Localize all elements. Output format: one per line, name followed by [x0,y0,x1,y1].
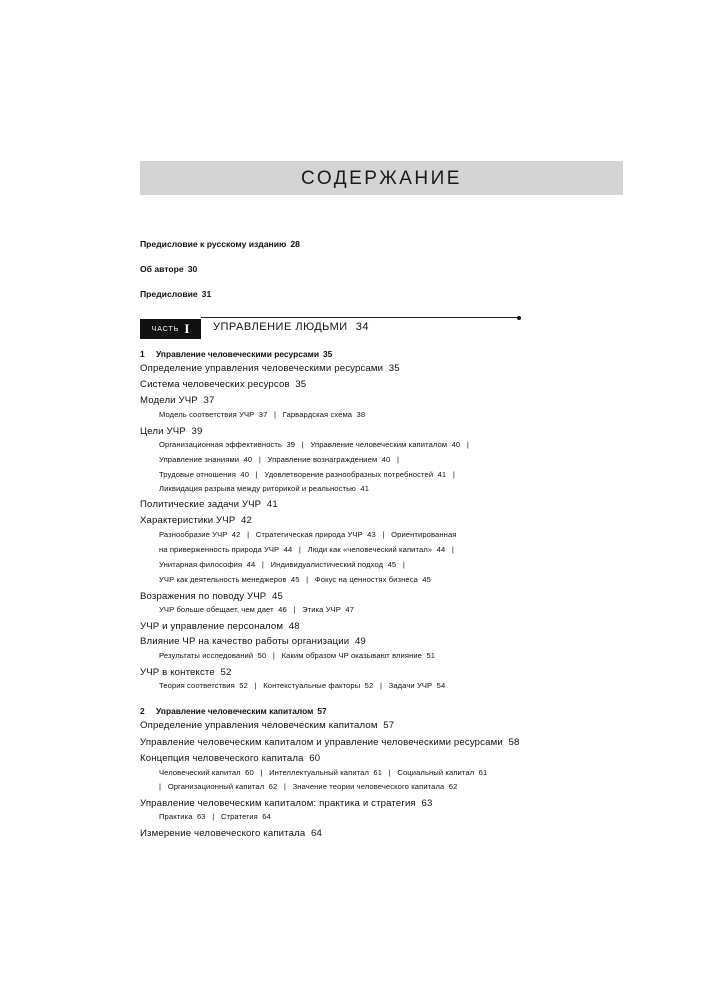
subsection-entry[interactable]: Управление знаниями 40 | Управление вознаграждением 40 | [159,455,400,464]
page-title: СОДЕРЖАНИЕ [301,168,462,189]
subsection-entry[interactable]: Трудовые отношения 40 | Удовлетворение разнообразных потребностей 41 | [159,470,455,479]
section-entry[interactable]: Система человеческих ресурсов 35 [140,379,307,390]
section-entry[interactable]: Возражения по поводу УЧР 45 [140,591,283,602]
contents-banner [140,161,623,195]
subsection-entry[interactable]: Разнообразие УЧР 42 | Стратегическая природа УЧР 43 | Ориентированная [159,530,457,539]
subsection-entry[interactable]: на приверженность природа УЧР 44 | Люди как «человеческий капитал» 44 | [159,545,454,554]
section-entry[interactable]: Управление человеческим капиталом: практика и стратегия 63 [140,798,433,809]
section-entry[interactable]: Цели УЧР 39 [140,426,203,437]
subsection-entry[interactable]: Модель соответствия УЧР 37 | Гарвардская схема 38 [159,410,366,419]
section-entry[interactable]: Влияние ЧР на качество работы организации 49 [140,636,366,647]
part-page: 34 [355,321,369,333]
front-matter-page: 31 [201,289,212,299]
part-heading[interactable] [140,317,523,339]
subsection-entry[interactable]: Практика 63 | Стратегия 64 [159,812,271,821]
chapter-page: 35 [322,349,333,359]
chapter-number: 1 [140,349,145,359]
subsection-entry[interactable]: Унитарная философия 44 | Индивидуалистический подход 45 | [159,560,405,569]
front-matter-label: Предисловие [140,289,198,299]
part-rule [201,317,521,318]
section-entry[interactable]: Определение управления человеческим капиталом 57 [140,720,395,731]
subsection-entry[interactable]: Человеческий капитал 60 | Интеллектуальный капитал 61 | Социальный капитал 61 [159,768,488,777]
front-matter-item[interactable] [140,239,300,249]
section-entry[interactable]: Политические задачи УЧР 41 [140,499,278,510]
section-entry[interactable]: УЧР в контексте 52 [140,667,232,678]
section-entry[interactable]: Характеристики УЧР 42 [140,515,252,526]
subsection-entry[interactable]: УЧР больше обещает, чем дает 46 | Этика УЧР 47 [159,605,355,614]
section-entry[interactable]: Концепция человеческого капитала 60 [140,753,321,764]
subsection-entry[interactable]: УЧР как деятельность менеджеров 45 | Фокус на ценностях бизнеса 45 [159,575,432,584]
front-matter-page: 28 [290,239,300,249]
subsection-entry[interactable]: Результаты исследований 50 | Каким образом ЧР оказывают влияние 51 [159,651,436,660]
section-entry[interactable]: УЧР и управление персоналом 48 [140,621,300,632]
chapter-title: Управление человеческим капиталом [156,706,314,716]
subsection-entry[interactable]: Теория соответствия 52 | Контекстуальные факторы 52 | Задачи УЧР 54 [159,681,446,690]
section-entry[interactable]: Измерение человеческого капитала 64 [140,828,322,839]
part-title-line [213,321,369,333]
chapter-number: 2 [140,706,145,716]
subsection-entry[interactable]: Организационная эффективность 39 | Управление человеческим капиталом 40 | [159,440,469,449]
part-number: I [184,321,190,336]
part-word: ЧАСТЬ [151,325,180,333]
front-matter-item[interactable] [140,289,211,299]
chapter-title: Управление человеческими ресурсами [156,349,319,359]
section-entry[interactable]: Управление человеческим капиталом и управление человеческими ресурсами 58 [140,737,520,748]
front-matter-item[interactable] [140,264,197,274]
part-badge [140,319,201,339]
front-matter-page: 30 [187,264,198,274]
subsection-entry[interactable]: Ликвидация разрыва между риторикой и реальностью 41 [159,484,370,493]
chapter-page: 57 [317,706,327,716]
section-entry[interactable]: Определение управления человеческими ресурсами 35 [140,363,400,374]
part-title: УПРАВЛЕНИЕ ЛЮДЬМИ [213,321,348,333]
section-entry[interactable]: Модели УЧР 37 [140,395,215,406]
chapter-heading[interactable] [140,349,332,359]
subsection-entry[interactable]: | Организационный капитал 62 | Значение теории человеческого капитала 62 [159,782,458,791]
front-matter-label: Предисловие к русскому изданию [140,239,287,249]
rule-end-dot [517,316,521,320]
chapter-heading[interactable] [140,706,327,716]
front-matter-label: Об авторе [140,264,184,274]
